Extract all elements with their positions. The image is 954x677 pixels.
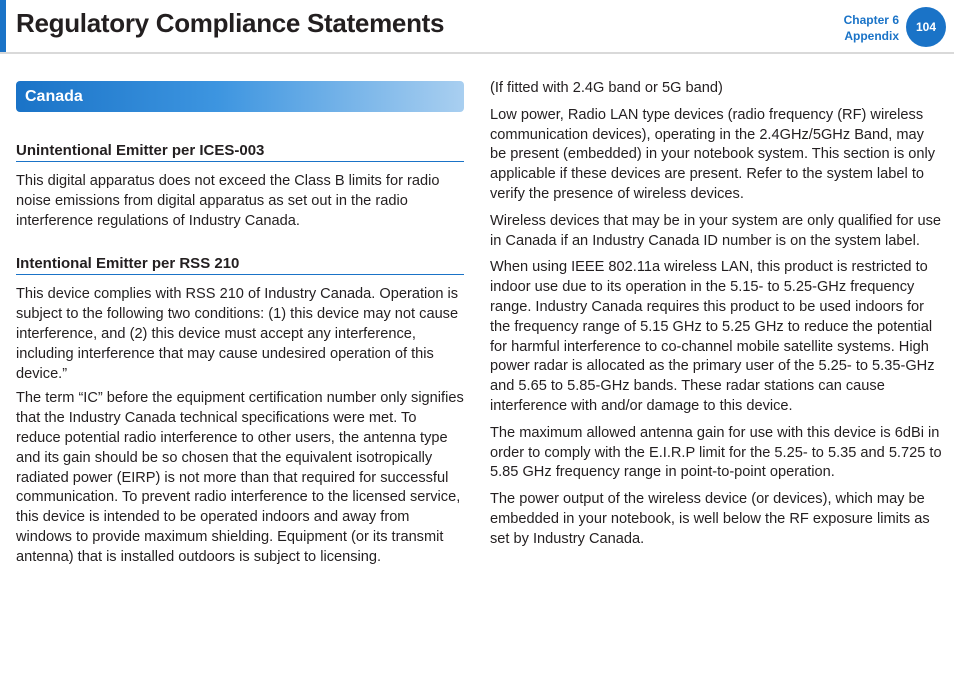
paragraph: The power output of the wireless device (or devices), which may be embedded in your notebook, is well below the RF exposure limits as set by Industry Canada. [490,491,930,547]
chapter-label: Chapter 6 [843,13,899,27]
header-divider [0,52,954,54]
left-column [16,81,464,568]
header-accent-bar [0,0,6,52]
page-number-badge: 104 [906,7,946,47]
right-column [490,79,942,550]
paragraph: This digital apparatus does not exceed the Class B limits for radio noise emissions from digital apparatus as set out in the radio interference regulations of Industry Canada. [16,173,440,229]
section-banner: Canada [16,81,464,112]
page-title: Regulatory Compliance Statements [16,8,445,38]
paragraph: Low power, Radio LAN type devices (radio frequency (RF) wireless communication devices), operating in the 2.4GHz/5GHz Band, may be present (embedded) in your notebook system. This section is only applicable if these devices are present. Refer to the system label to verify the presence of wireless devices. [490,106,936,202]
paragraph: Wireless devices that may be in your system are only qualified for use in Canada if an Industry Canada ID number is on the system label. [490,212,941,249]
paragraph: The maximum allowed antenna gain for use with this device is 6dBi in order to comply with the E.I.R.P limit for the 5.25- to 5.35 and 5.725 to 5.85 GHz frequency range in point-to-point operation. [490,424,942,481]
subheading-ices-003: Unintentional Emitter per ICES-003 [16,142,464,162]
paragraph: This device complies with RSS 210 of Industry Canada. Operation is subject to the following two conditions: (1) this device may not cause interference, and (2) this device must accept any interference, including interference that may cause undesired operation of this device.” [16,286,459,382]
paragraph: When using IEEE 802.11a wireless LAN, this product is restricted to indoor use due to its operation in the 5.15- to 5.25-GHz frequency range. Industry Canada requires this product to be used indoors for the frequency range of 5.15 GHz to 5.25 GHz to reduce the potential for harmful interference to co-channel mobile satellite systems. High power radar is allocated as the primary user of the 5.25- to 5.35-GHz and 5.65 to 5.85-GHz bands. These radar stations can cause interference with and/or damage to this device. [490,259,935,414]
paragraph: (If fitted with 2.4G band or 5G band) [490,80,723,96]
section-label: Appendix [844,29,899,43]
subheading-rss-210: Intentional Emitter per RSS 210 [16,255,464,275]
paragraph: The term “IC” before the equipment certification number only signifies that the Industry Canada technical specifications were met. To reduce potential radio interference to other users, the antenna type and its gain should be so chosen that the equivalent isotropically radiated power (EIRP) is not more than that required for successful communication. To prevent radio interference to the licensed service, this device is intended to be operated indoors and away from windows to provide maximum shielding. Equipment (or its transmit antenna) that is installed outdoors is subject to licensing. [16,390,464,565]
chapter-info [844,12,899,44]
